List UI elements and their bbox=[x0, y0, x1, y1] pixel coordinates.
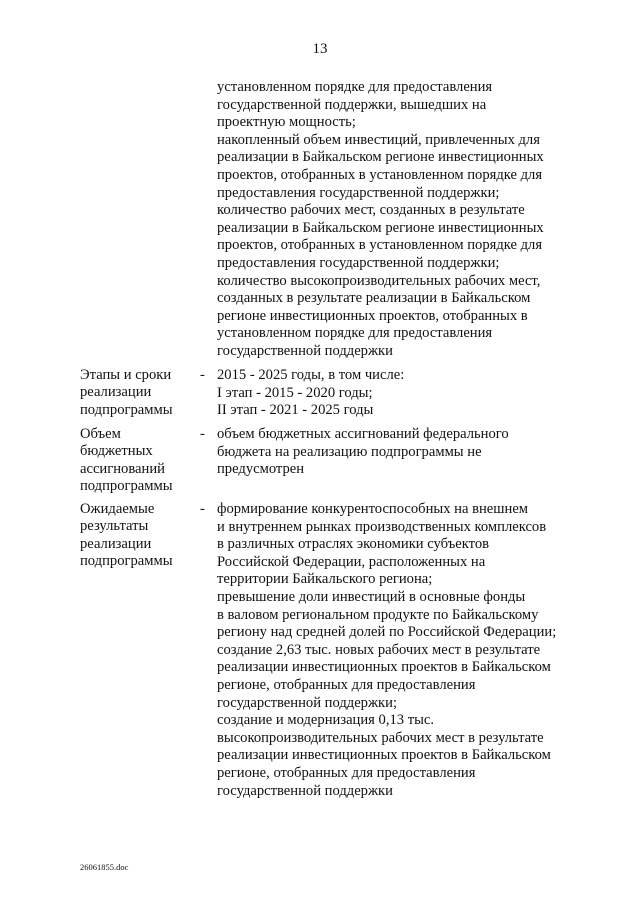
text-line: реализации инвестиционных проектов в Байкальском bbox=[217, 659, 551, 676]
text-line: государственной поддержки bbox=[217, 343, 393, 359]
text-line: в различных отраслях экономики субъектов bbox=[217, 536, 490, 553]
file-name-footer: 26061855.doc bbox=[80, 862, 129, 872]
text-line: реализации в Байкальском регионе инвестиционных bbox=[217, 149, 544, 166]
text-line: I этап - 2015 - 2020 годы; bbox=[217, 384, 373, 401]
text-line: предусмотрен bbox=[217, 461, 305, 478]
text-line: в валовом региональном продукте по Байкальскому bbox=[217, 606, 539, 623]
text-line: установленном порядке для предоставления bbox=[217, 79, 493, 95]
text-line: территории Байкальского региона; bbox=[217, 571, 433, 588]
text-line: Российской Федерации, расположенных на bbox=[217, 553, 486, 570]
text-line: созданных в результате реализации в Байкальском bbox=[217, 290, 531, 307]
text-line: количество рабочих мест, созданных в результате bbox=[217, 202, 525, 219]
text-line: количество высокопроизводительных рабочих мест, bbox=[217, 272, 541, 289]
section-label: подпрограммы bbox=[80, 401, 173, 418]
section-label: подпрограммы bbox=[80, 478, 173, 495]
text-line: регионе, отобранных для предоставления bbox=[217, 765, 476, 781]
text-line: объем бюджетных ассигнований федерального bbox=[217, 426, 509, 442]
text-line: превышение доли инвестиций в основные фонды bbox=[217, 589, 526, 605]
text-line: проектов, отобранных в установленном порядке для bbox=[217, 167, 543, 183]
text-line: II этап - 2021 - 2025 годы bbox=[217, 402, 374, 419]
text-line: установленном порядке для предоставления bbox=[217, 325, 493, 342]
text-line: проектов, отобранных в установленном порядке для bbox=[217, 237, 543, 254]
section-label: реализации bbox=[80, 384, 152, 401]
section-dash: - bbox=[200, 367, 205, 383]
text-line: регионе инвестиционных проектов, отобранных в bbox=[217, 307, 528, 324]
section-label: подпрограммы bbox=[80, 553, 173, 570]
text-line: высокопроизводительных рабочих мест в результате bbox=[217, 729, 544, 746]
text-line: создание 2,63 тыс. новых рабочих мест в результате bbox=[217, 641, 541, 658]
text-line: предоставления государственной поддержки; bbox=[217, 255, 500, 271]
text-line: создание и модернизация 0,13 тыс. bbox=[217, 712, 435, 729]
text-line: формирование конкурентоспособных на внешнем bbox=[217, 501, 529, 517]
section-label: реализации bbox=[80, 535, 152, 552]
section-label: бюджетных bbox=[80, 443, 153, 460]
page-number: 13 bbox=[312, 41, 328, 57]
text-line: 2015 - 2025 годы, в том числе: bbox=[217, 367, 405, 383]
section-label: Ожидаемые bbox=[80, 501, 155, 517]
text-line: государственной поддержки, вышедших на bbox=[217, 96, 487, 113]
section-label: результаты bbox=[80, 518, 149, 535]
section-dash: - bbox=[200, 426, 205, 442]
text-line: предоставления государственной поддержки; bbox=[217, 184, 500, 201]
text-line: бюджета на реализацию подпрограммы не bbox=[217, 443, 482, 460]
text-line: государственной поддержки bbox=[217, 782, 393, 799]
section-dash: - bbox=[200, 501, 205, 517]
section-label: ассигнований bbox=[80, 460, 165, 477]
section-label: Объем bbox=[80, 426, 121, 442]
text-line: накопленный объем инвестиций, привлеченных для bbox=[217, 131, 540, 148]
text-line: реализации в Байкальском регионе инвестиционных bbox=[217, 219, 544, 236]
text-line: реализации инвестиционных проектов в Байкальском bbox=[217, 747, 551, 764]
text-line: региону над средней долей по Российской Федерации; bbox=[217, 624, 557, 641]
text-line: и внутреннем рынках производственных комплексов bbox=[217, 518, 547, 535]
text-line: регионе, отобранных для предоставления bbox=[217, 677, 476, 693]
text-line: государственной поддержки; bbox=[217, 694, 398, 711]
text-line: проектную мощность; bbox=[217, 114, 356, 131]
section-label: Этапы и сроки bbox=[80, 367, 172, 383]
